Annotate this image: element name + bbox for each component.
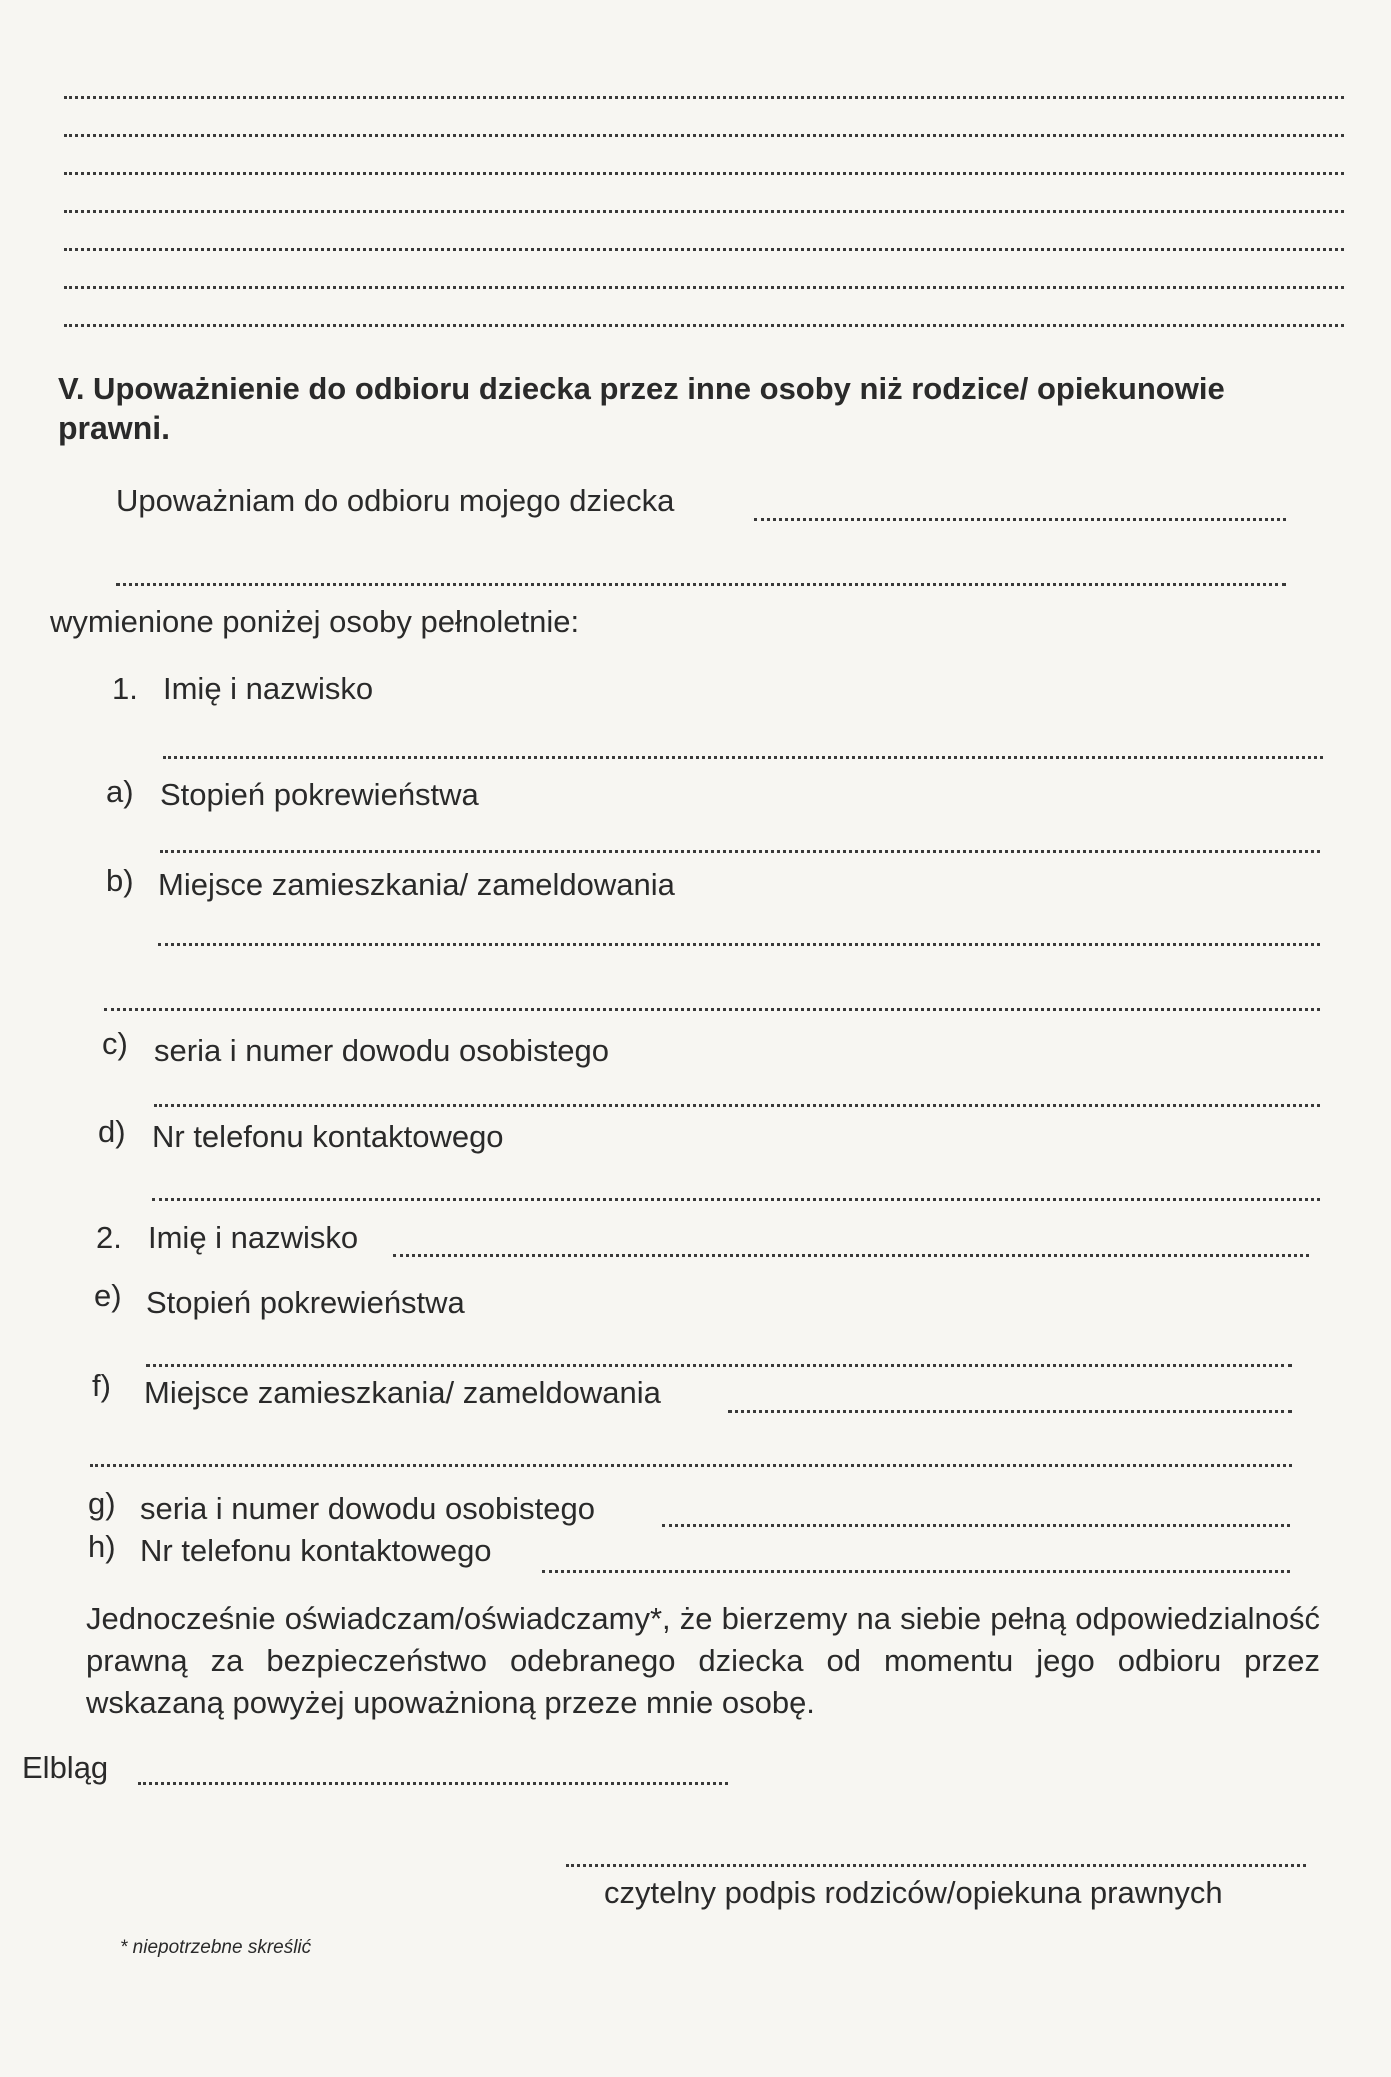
top-dotted-line xyxy=(64,286,1344,289)
person-1-address-label: Miejsce zamieszkania/ zameldowania xyxy=(158,867,675,902)
person-1-number: 1. xyxy=(112,671,138,706)
person-2-h-marker: h) xyxy=(88,1529,116,1564)
person-1-c-marker: c) xyxy=(102,1026,128,1061)
person-2-name-label: Imię i nazwisko xyxy=(148,1220,359,1255)
top-dotted-line xyxy=(64,134,1344,137)
declaration-paragraph: Jednocześnie oświadczam/oświadczamy*, że bierzemy na siebie pełną odpowiedzialność prawną za bezpieczeństwo odebranego dziecka od momentu jego odbioru przez wskazaną powyżej upoważnioną przeze mnie osobę. xyxy=(86,1601,1320,1720)
section-heading-continued: prawni. xyxy=(58,410,171,446)
person-2-phone-field[interactable] xyxy=(542,1570,1290,1573)
person-1-d-marker: d) xyxy=(98,1114,126,1149)
person-1-address-field-continued[interactable] xyxy=(104,1008,1320,1011)
top-dotted-line xyxy=(64,210,1344,213)
person-2-number: 2. xyxy=(96,1220,122,1255)
top-dotted-line xyxy=(64,172,1344,175)
authorize-label: Upoważniam do odbioru mojego dziecka xyxy=(116,483,675,518)
person-2-id-field[interactable] xyxy=(662,1524,1290,1527)
person-2-f-marker: f) xyxy=(92,1368,111,1403)
footnote: * niepotrzebne skreślić xyxy=(120,1937,312,1958)
person-1-phone-field[interactable] xyxy=(152,1198,1320,1201)
person-2-e-marker: e) xyxy=(94,1278,122,1313)
top-dotted-line xyxy=(64,248,1344,251)
signature-field[interactable] xyxy=(566,1864,1306,1867)
person-2-address-field-continued[interactable] xyxy=(90,1464,1292,1467)
person-2-relationship-label: Stopień pokrewieństwa xyxy=(146,1285,465,1320)
top-dotted-line xyxy=(64,324,1344,327)
person-2-address-label: Miejsce zamieszkania/ zameldowania xyxy=(144,1375,661,1410)
person-1-phone-label: Nr telefonu kontaktowego xyxy=(152,1119,504,1154)
child-name-field[interactable] xyxy=(754,518,1286,521)
persons-label: wymienione poniżej osoby pełnoletnie: xyxy=(50,604,580,639)
person-1-b-marker: b) xyxy=(106,863,134,898)
person-2-id-label: seria i numer dowodu osobistego xyxy=(140,1491,595,1526)
person-1-address-field[interactable] xyxy=(158,943,1320,946)
person-1-relationship-label: Stopień pokrewieństwa xyxy=(160,777,479,812)
person-2-g-marker: g) xyxy=(88,1486,116,1521)
person-1-id-field[interactable] xyxy=(154,1104,1320,1107)
person-1-name-field[interactable] xyxy=(163,756,1323,759)
person-2-address-field[interactable] xyxy=(728,1410,1292,1413)
date-field[interactable] xyxy=(138,1782,728,1785)
person-1-name-label: Imię i nazwisko xyxy=(163,671,374,706)
place-label: Elbląg xyxy=(22,1750,109,1785)
person-1-relationship-field[interactable] xyxy=(160,850,1320,853)
person-1-a-marker: a) xyxy=(106,774,134,809)
top-dotted-line xyxy=(64,96,1344,99)
signature-caption: czytelny podpis rodziców/opiekuna prawnych xyxy=(604,1875,1223,1910)
person-2-name-field[interactable] xyxy=(393,1254,1309,1257)
section-heading: V. Upoważnienie do odbioru dziecka przez inne osoby niż rodzice/ opiekunowie xyxy=(58,371,1225,406)
person-2-phone-label: Nr telefonu kontaktowego xyxy=(140,1533,492,1568)
person-2-relationship-field[interactable] xyxy=(146,1364,1292,1367)
person-1-id-label: seria i numer dowodu osobistego xyxy=(154,1033,609,1068)
child-name-field-continued[interactable] xyxy=(116,583,1286,586)
